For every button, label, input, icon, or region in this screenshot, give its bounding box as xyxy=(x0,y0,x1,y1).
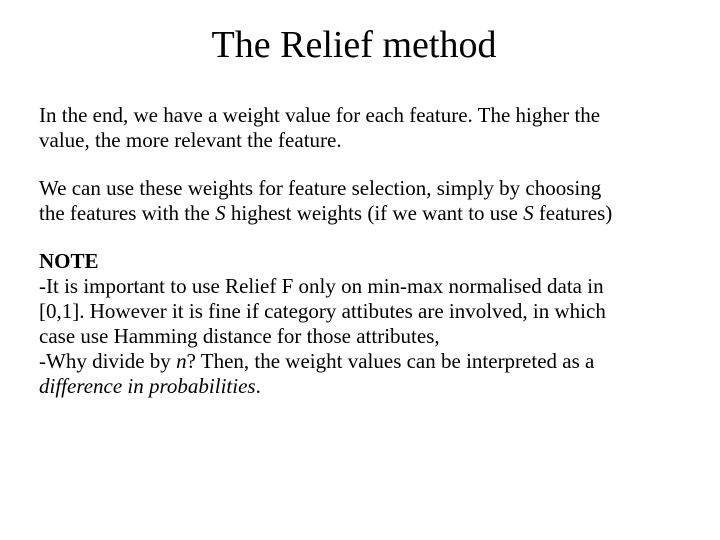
note-line2: [0,1]. However it is fine if category attibutes are involved, in which xyxy=(39,299,606,323)
paragraph1-line2: value, the more relevant the feature. xyxy=(39,128,342,152)
note-line5-italic: difference in probabilities xyxy=(39,374,256,398)
paragraph2-line1: We can use these weights for feature selection, simply by choosing xyxy=(39,176,602,200)
paragraph-feature-selection xyxy=(39,176,699,226)
paragraph2-line2-text-c: features) xyxy=(533,201,613,225)
paragraph2-line2-text-a: the features with the xyxy=(39,201,216,225)
note-line4-text-b: ? Then, the weight values can be interpreted as a xyxy=(186,349,595,373)
note-line5 xyxy=(39,374,699,399)
note-line5-end: . xyxy=(255,374,261,398)
variable-n: n xyxy=(176,349,187,373)
paragraph2-line2-text-b: highest weights (if we want to use xyxy=(225,201,524,225)
note-section xyxy=(39,249,699,399)
note-heading: NOTE xyxy=(39,249,99,273)
note-line4-text-a: -Why divide by xyxy=(39,349,177,373)
paragraph1-line1: In the end, we have a weight value for each feature. The higher the xyxy=(39,103,601,127)
slide-body xyxy=(39,103,699,422)
variable-s-first: S xyxy=(215,201,226,225)
note-line3: case use Hamming distance for those attributes, xyxy=(39,324,440,348)
paragraph2-line2 xyxy=(39,201,699,226)
paragraph-weights-meaning xyxy=(39,103,699,153)
note-line4 xyxy=(39,349,699,374)
variable-s-second: S xyxy=(523,201,534,225)
slide-title: The Relief method xyxy=(211,24,497,66)
note-line1: -It is important to use Relief F only on min-max normalised data in xyxy=(39,274,604,298)
